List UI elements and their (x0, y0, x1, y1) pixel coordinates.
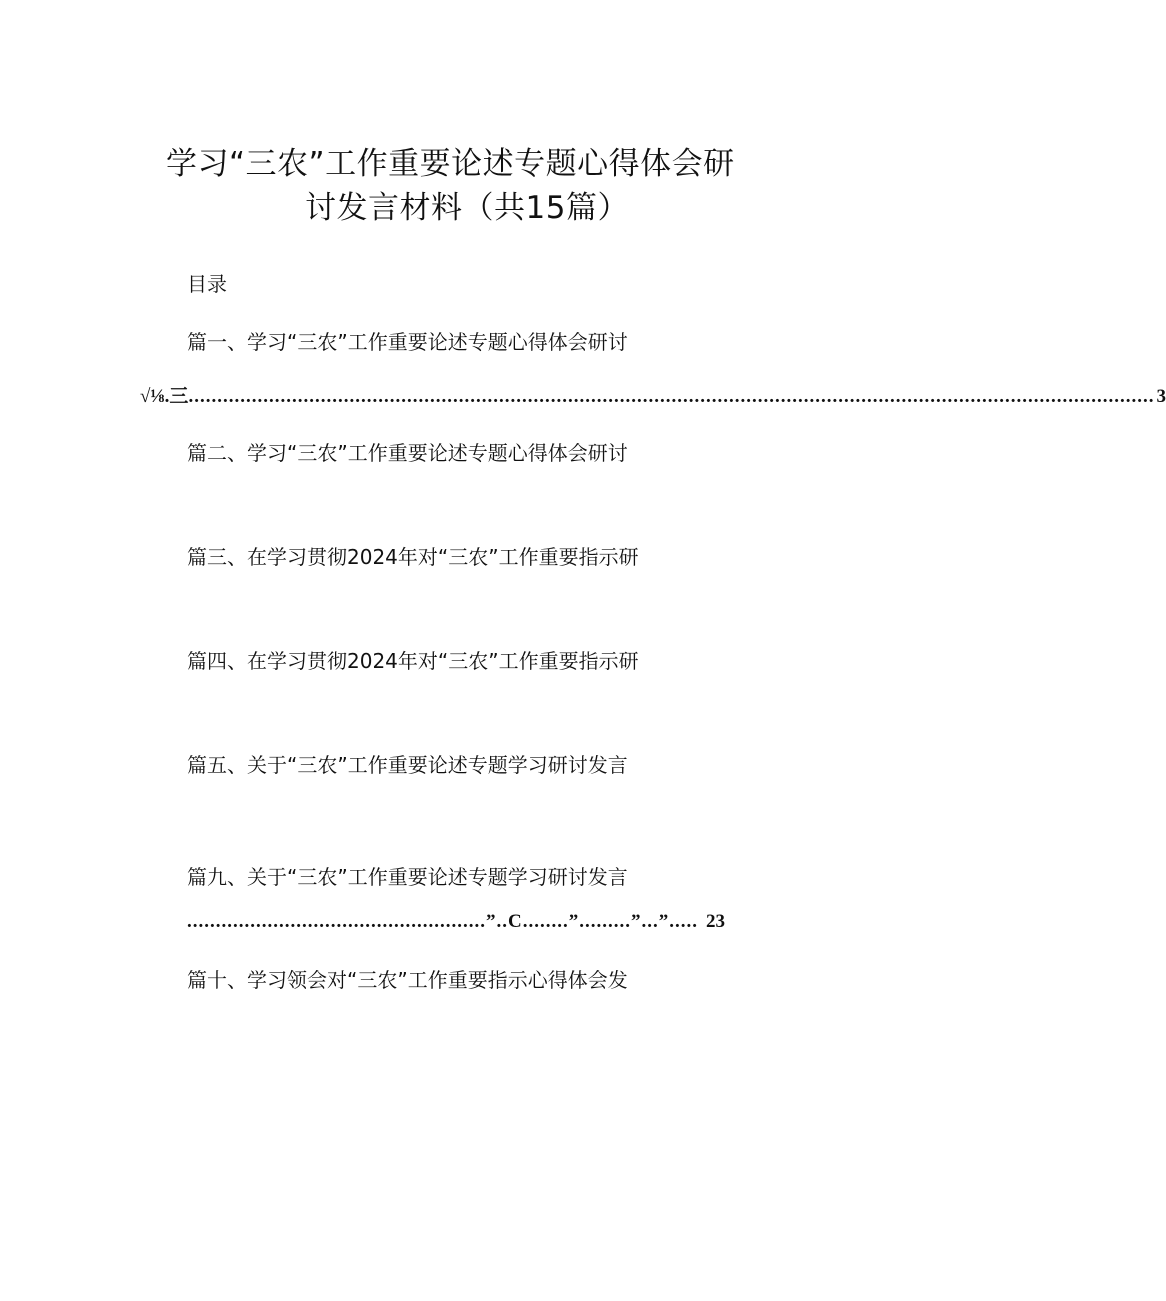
toc-entry-9: 篇九、关于“三农”工作重要论述专题学习研讨发言 (187, 865, 628, 889)
toc-leader-prefix: √⅛.三 (140, 386, 189, 407)
toc-page-number: 3 (1156, 386, 1166, 407)
toc-leader-line-2 (187, 911, 725, 933)
toc-entry-4: 篇四、在学习贯彻2024年对“三农”工作重要指示研 (187, 649, 639, 673)
toc-entry-1: 篇一、学习“三农”工作重要论述专题心得体会研讨 (187, 330, 628, 354)
document-title-line-2: 讨发言材料（共15篇） (305, 190, 629, 226)
toc-page-number: 23 (706, 911, 725, 932)
toc-heading: 目录 (187, 272, 227, 296)
toc-entry-2: 篇二、学习“三农”工作重要论述专题心得体会研讨 (187, 441, 628, 465)
toc-entry-5: 篇五、关于“三农”工作重要论述专题学习研讨发言 (187, 753, 628, 777)
toc-entry-10: 篇十、学习领会对“三农”工作重要指示心得体会发 (187, 968, 628, 992)
toc-leader-line-1 (140, 381, 1166, 408)
toc-leader-dots: ....................................................”..C........”.........”...”..... (187, 911, 698, 932)
toc-entry-3: 篇三、在学习贯彻2024年对“三农”工作重要指示研 (187, 545, 639, 569)
document-title-line-1: 学习“三农”工作重要论述专题心得体会研 (166, 146, 735, 182)
toc-leader-dots: ........................................................................................................................................................................ (188, 386, 1155, 407)
